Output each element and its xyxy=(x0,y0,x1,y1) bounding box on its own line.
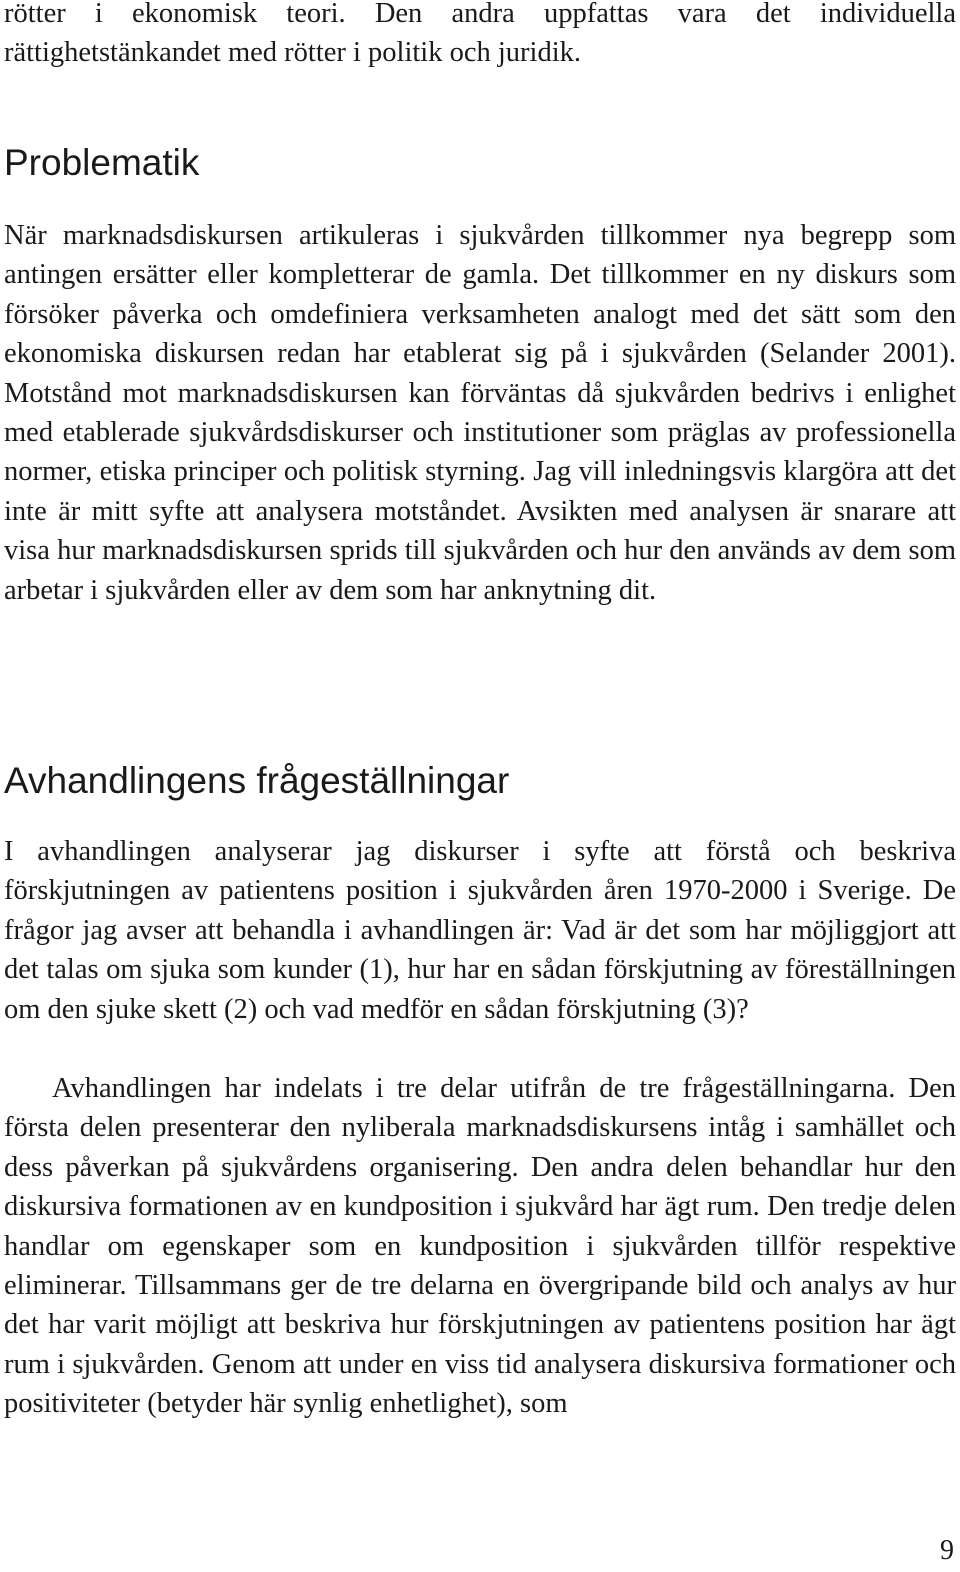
fragestallningar-paragraph-2: Avhandlingen har indelats i tre delar utifrån de tre frågeställningarna. Den första delen presenterar den nyliberala marknadsdiskursens intåg i samhället och dess påverkan på sjukvårdens organisering. Den andra delen behandlar hur den diskursiva formationen av en kundposition i sjukvård har ägt rum. Den tredje delen handlar om egenskaper som en kundposition i sjukvården tillför respektive eliminerar. Tillsammans ger de tre delarna en övergripande bild och analys av hur det har varit möjligt att beskriva hur förskjutningen av patientens position har ägt rum i sjukvården. Genom att under en viss tid analysera diskursiva formationer och positiviteter (betyder här synlig enhetlighet), som xyxy=(4,1073,956,1420)
section-heading-fragestallningar: Avhandlingens frågeställningar xyxy=(4,760,510,801)
fragestallningar-paragraph-1: I avhandlingen analyserar jag diskurser i syfte att förstå och beskriva förskjutningen av patientens position i sjukvården åren 1970-2000 i Sverige. De frågor jag avser att behandla i avhandlingen är: Vad är det som har möjliggjort att det talas om sjuka som kunder (1), hur har en sådan förskjutning av föreställningen om den sjuke skett (2) och vad medför en sådan förskjutning (3)? xyxy=(4,836,956,1025)
section-heading-problematik: Problematik xyxy=(4,142,200,183)
problematik-paragraph: När marknadsdiskursen artikuleras i sjukvården tillkommer nya begrepp som antingen ersätter eller kompletterar de gamla. Det tillkommer en ny diskurs som försöker påverka och omdefiniera verksamheten analogt med det sätt som den ekonomiska diskursen redan har etablerat sig på i sjukvården (Selander 2001). Motstånd mot marknadsdiskursen kan förväntas då sjukvården bedrivs i enlighet med etablerade sjukvårdsdiskurser och institutioner som präglas av professionella normer, etiska principer och politisk styrning. Jag vill inledningsvis klargöra att det inte är mitt syfte att analysera motståndet. Avsikten med analysen är snarare att visa hur marknadsdiskursen sprids till sjukvården och hur den används av dem som arbetar i sjukvården eller av dem som har anknytning dit. xyxy=(4,220,956,606)
page-number: 9 xyxy=(940,1535,954,1566)
intro-paragraph: rötter i ekonomisk teori. Den andra uppfattas vara det individuella rättighetstänkandet med rötter i politik och juridik. xyxy=(4,0,956,69)
